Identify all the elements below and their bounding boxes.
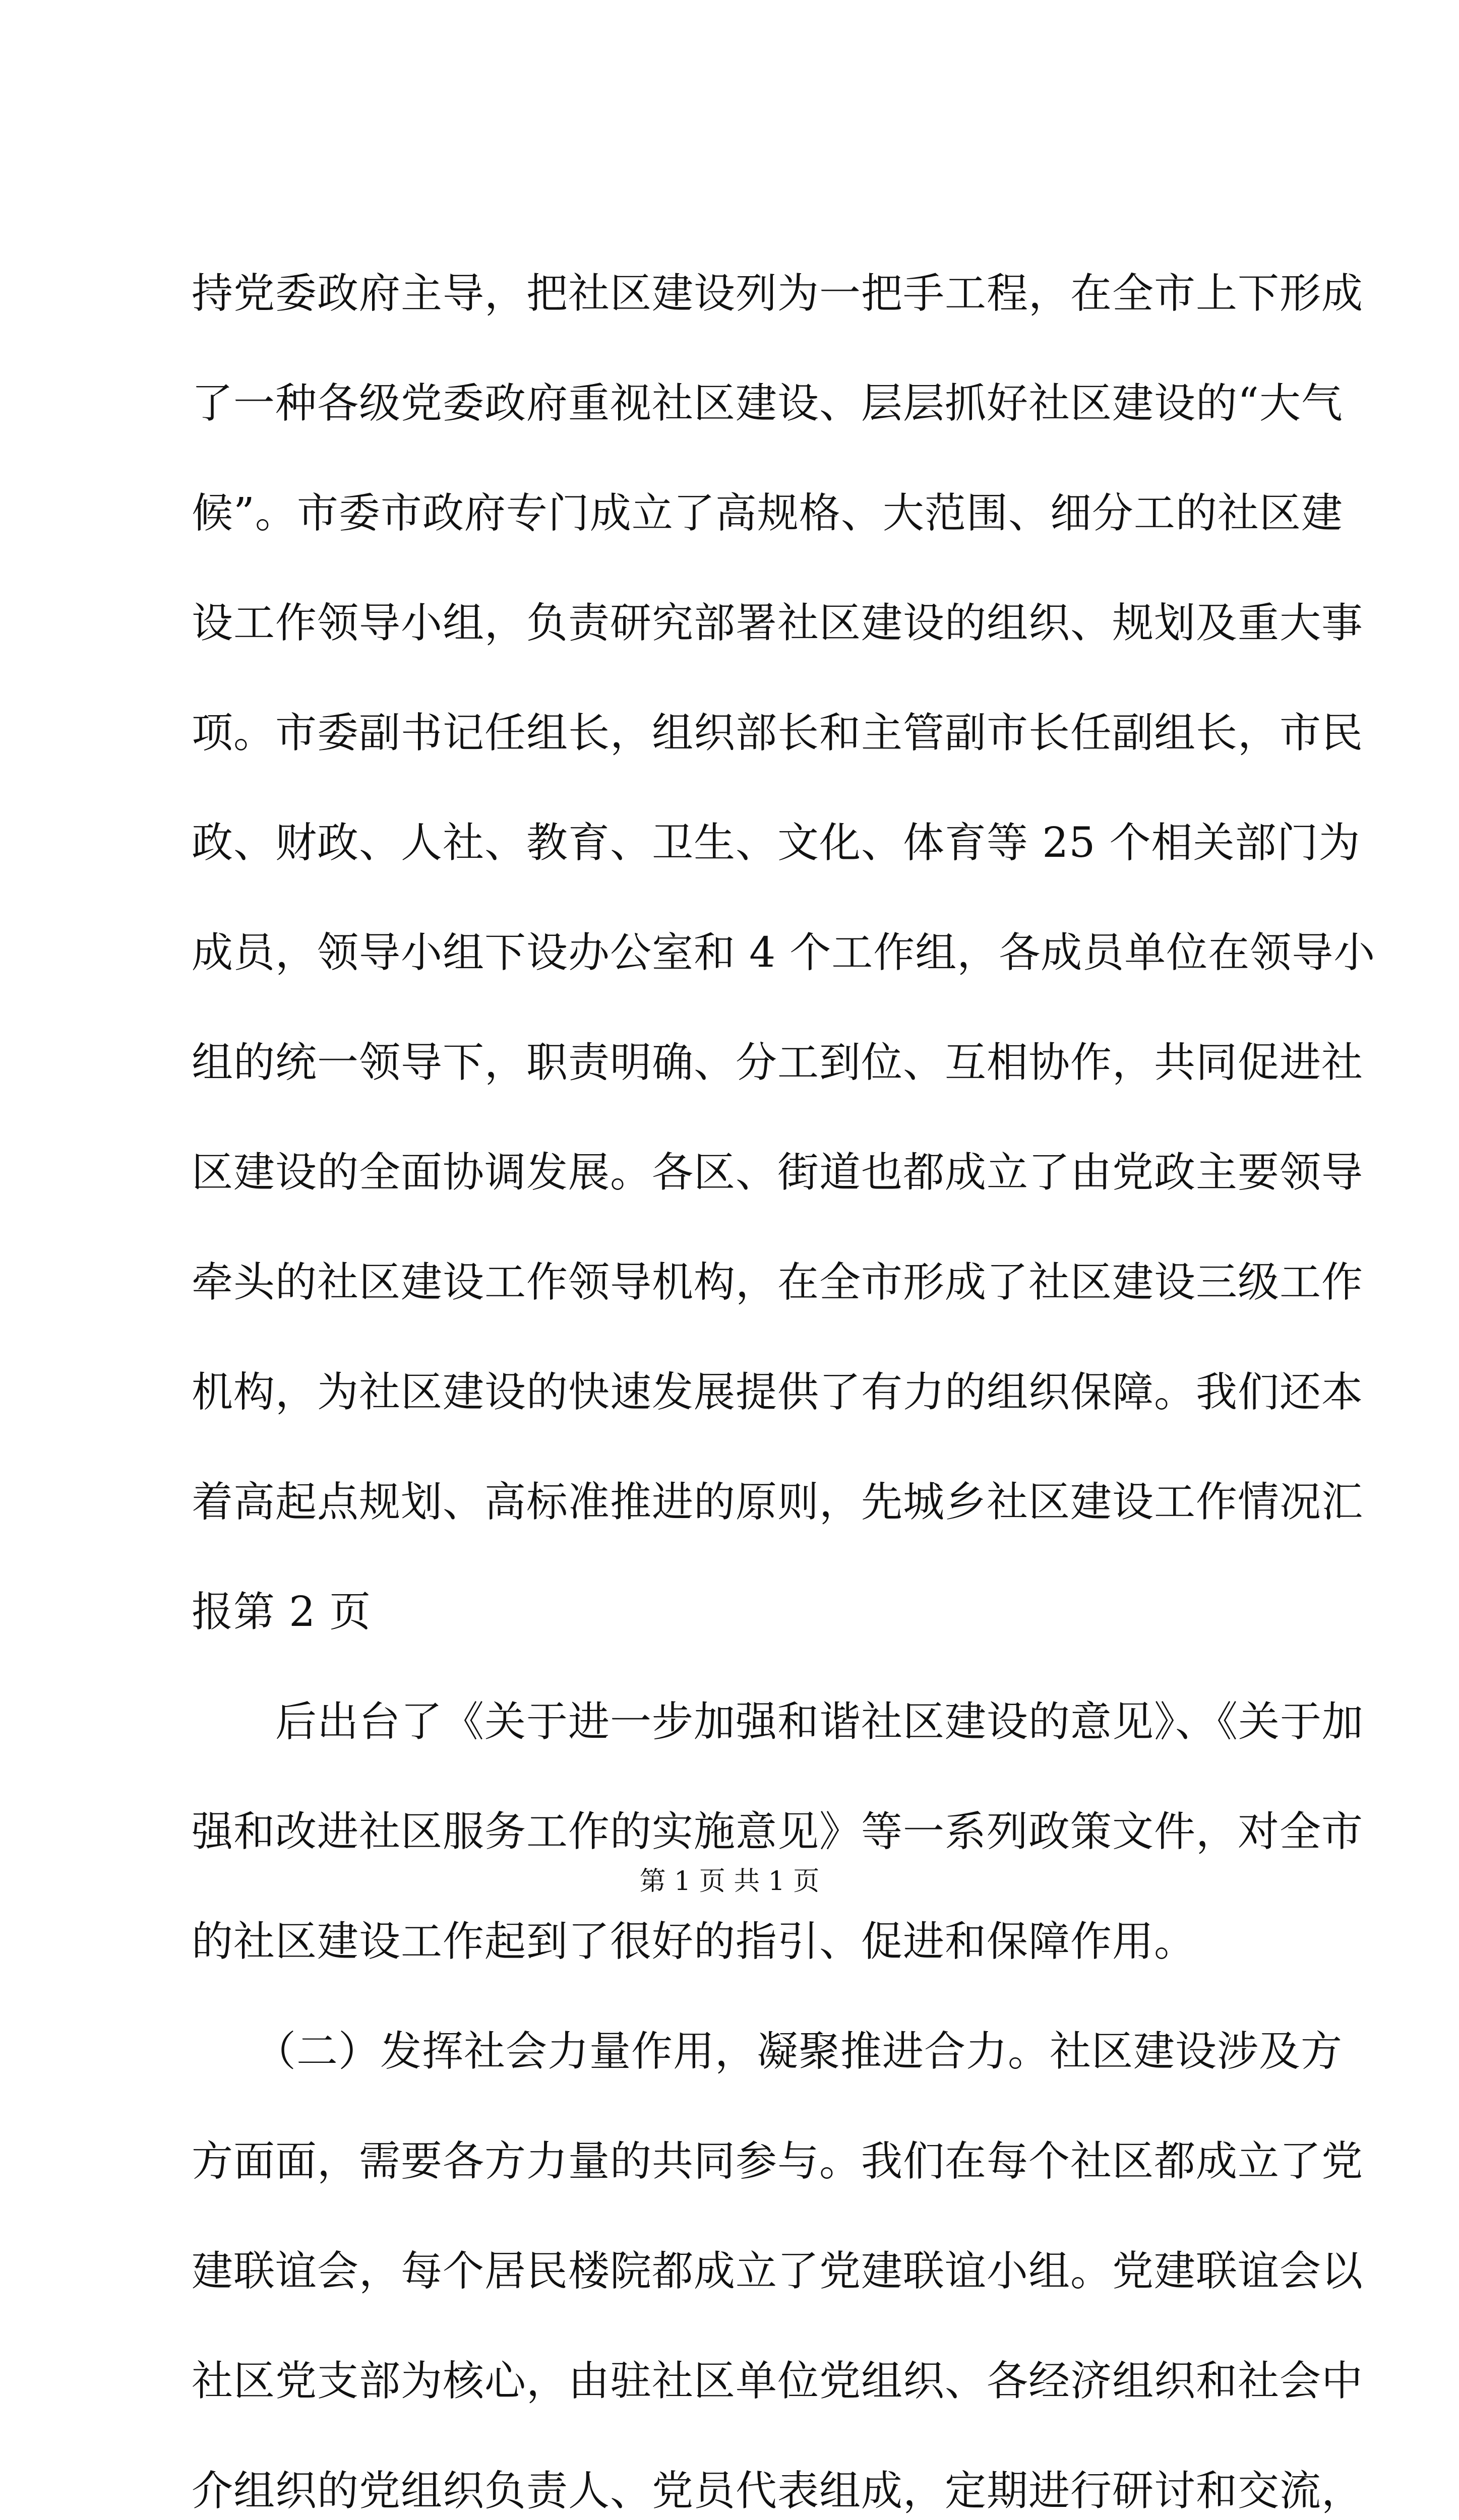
text-line: 组的统一领导下，职责明确、分工到位、互相协作，共同促进社 [192, 1039, 1364, 1087]
text-line: 报第 2 页 [192, 1588, 372, 1636]
text-line: 后出台了《关于进一步加强和谐社区建设的意见》、《关于加 [192, 1698, 1364, 1746]
text-line: 政、财政、人社、教育、卫生、文化、体育等 25 个相关部门为 [192, 819, 1361, 867]
text-line: （二）发挥社会力量作用，凝聚推进合力。社区建设涉及方 [192, 2028, 1343, 2075]
text-line: 成员，领导小组下设办公室和 4 个工作组，各成员单位在领导小 [192, 929, 1376, 977]
page-footer [0, 1864, 1459, 1899]
text-line: 社区党支部为核心，由驻社区单位党组织、各经济组织和社会中 [192, 2357, 1364, 2405]
text-line: 机构，为社区建设的快速发展提供了有力的组织保障。我们还本 [192, 1368, 1364, 1416]
text-line: 建联谊会，每个居民楼院都成立了党建联谊小组。党建联谊会以 [192, 2247, 1364, 2295]
text-line: 项。市委副书记任组长，组织部长和主管副市长任副组长，市民 [192, 709, 1364, 757]
text-line: 区建设的全面协调发展。各区、街道也都成立了由党政主要领导 [192, 1149, 1364, 1196]
text-line: 了一种各级党委政府重视社区建设、层层抓好社区建设的“大气 [192, 380, 1343, 427]
text-line: 设工作领导小组，负责研究部署社区建设的组织、规划及重大事 [192, 599, 1364, 647]
text-line: 介组织的党组织负责人、党员代表组成，定期进行研讨和交流， [192, 2467, 1364, 2515]
text-line: 着高起点规划、高标准推进的原则，先城乡社区建设工作情况汇 [192, 1478, 1364, 1526]
text-line: 候”。市委市政府专门成立了高规格、大范围、细分工的社区建 [192, 489, 1343, 537]
text-line: 的社区建设工作起到了很好的指引、促进和保障作用。 [192, 1918, 1196, 1966]
text-line: 强和改进社区服务工作的实施意见》等一系列政策文件，对全市 [192, 1808, 1364, 1856]
document-body [192, 239, 1376, 2520]
text-line: 牵头的社区建设工作领导机构，在全市形成了社区建设三级工作 [192, 1258, 1364, 1306]
text-line: 方面面，需要各方力量的共同参与。我们在每个社区都成立了党 [192, 2137, 1364, 2185]
text-line: 持党委政府主导，把社区建设列为一把手工程，在全市上下形成 [192, 270, 1364, 318]
page-number: 第 1 页 共 1 页 [639, 1866, 820, 1897]
